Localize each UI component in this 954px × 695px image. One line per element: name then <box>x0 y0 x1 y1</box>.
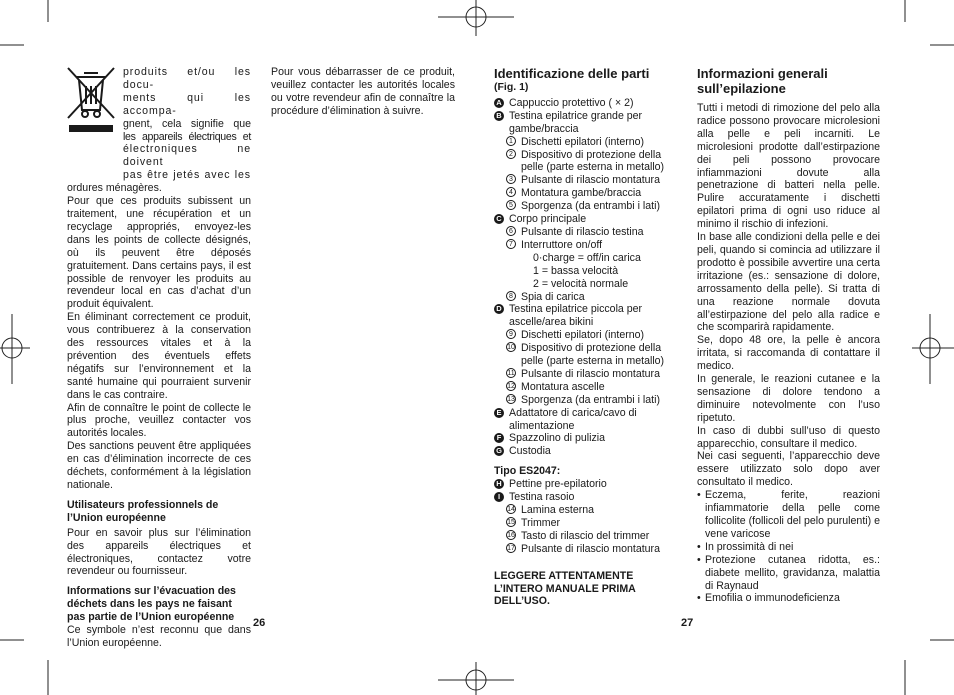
letter-badge-icon: G <box>494 446 504 456</box>
paragraph: Afin de connaître le point de collecte le plus proche, veuillez contacter vos autorités locales. <box>67 401 251 440</box>
list-item-text: Lamina esterna <box>521 504 595 516</box>
circled-number-icon: 8 <box>506 291 516 301</box>
list-item <box>494 291 676 304</box>
list-item-text: Pulsante di rilascio montatura <box>521 542 660 555</box>
right-page-column-2 <box>697 66 880 605</box>
circled-number-icon: 1 <box>506 136 516 146</box>
letter-badge-icon: I <box>494 492 504 502</box>
circled-number-icon: 10 <box>507 344 515 352</box>
bullet-item <box>697 554 880 593</box>
figure-reference: (Fig. 1) <box>494 81 529 93</box>
bullet-item <box>697 541 880 554</box>
list-item-text: Tasto di rilascio del trimmer <box>521 529 650 542</box>
list-item <box>494 381 676 394</box>
circled-number-icon: 7 <box>506 239 516 249</box>
paragraph: Des sanctions peuvent être appliquées en cas d’élimination incorrecte de ces déchets, conformément à la législation nationale. <box>67 440 251 491</box>
list-item <box>494 278 676 291</box>
tipo-parts-list <box>494 478 676 555</box>
paragraph: Pour vous débarrasser de ce produit, veuillez contacter les autorités locales ou votre revendeur afin de connaître la procédure d’élimination à suivre. <box>271 66 455 117</box>
circled-number-icon: 14 <box>507 506 515 513</box>
section-heading: Informations sur l’évacuation des déchets dans les pays ne faisant pas partie de l’Union européenne <box>67 585 236 624</box>
paragraph: In base alle condizioni della pelle e dei peli, quando si comincia ad utilizzare il prodotto è possibile avvertire una certa irritazione (es.: sensazione di dolore, arrossamento della pelle). Si tratta di una reazione normale dovuta all’estirpazione del pelo alla radice e che scomparirà rapidamente. <box>697 231 880 334</box>
paragraph: In caso di dubbi sull’uso di questo apparecchio, consultare il medico. <box>697 424 880 450</box>
paragraph: Pour en savoir plus sur l’élimination des appareils électriques et électroniques, contactez votre revendeur ou fournisseur. <box>67 526 251 578</box>
circled-number-icon: 5 <box>506 200 516 210</box>
parts-list <box>494 97 676 458</box>
paragraph: Tutti i metodi di rimozione del pelo alla radice possono provocare microlesioni alla pelle e peli incarniti. Le microlesioni prodotte dall’estirpazione dei peli possono provocare infiammazioni dovute alla penetrazione di batteri nella pelle. Pulire accuratamente i dischetti epilatori prima di ogni uso riduce al minimo il rischio di infezioni. <box>697 102 880 231</box>
paragraph: Pour que ces produits subissent un traitement, une récupération et un recyclage appropriés, envoyez-les dans les points de collecte désignés, où ils peuvent être déposés gratuitement. Dans certains pays, il est possible de renvoyer les produits au revendeur local en cas d’achat d’un produit équivalent. <box>67 195 251 311</box>
list-item <box>494 478 676 491</box>
circled-number-icon: 12 <box>507 382 515 390</box>
list-item <box>494 265 676 278</box>
tipo-title: Tipo ES2047: <box>494 465 561 478</box>
list-item <box>494 239 676 252</box>
circled-number-icon: 2 <box>506 149 516 159</box>
list-item <box>494 252 676 265</box>
paragraph: Se, dopo 48 ore, la pelle è ancora irritata, si raccomanda di contattare il medico. <box>697 334 880 373</box>
list-item-text: Cappuccio protettivo ( × 2) <box>509 96 634 109</box>
letter-badge-icon: C <box>494 214 504 224</box>
list-item <box>494 226 676 239</box>
list-item-text: Dischetti epilatori (interno) <box>521 135 645 148</box>
circled-number-icon: 15 <box>507 518 515 526</box>
paragraph: En éliminant correctement ce produit, vous contribuerez à la conservation des ressources vitales et à la prévention des éventuels effets négatifs sur l’environnement et la santé humaine qui pourraient survenir dans le cas contraire. <box>67 311 251 401</box>
list-item <box>494 149 676 175</box>
list-item-text: Pulsante di rilascio montatura <box>521 367 660 380</box>
info-paragraphs <box>697 102 880 489</box>
left-page-column-2 <box>271 66 455 118</box>
list-item-text: Interruttore on/off <box>521 238 603 251</box>
page-number-right: 27 <box>681 617 694 629</box>
list-item-text: Dispositivo di protezione della pelle (parte esterna in metallo) <box>521 148 665 174</box>
bullet-text: Protezione cutanea ridotta, es.: diabete mellito, gravidanza, malattia di Raynaud <box>705 553 880 592</box>
list-item-text: Pulsante di rilascio testina <box>521 225 644 238</box>
list-item <box>494 329 676 342</box>
list-item <box>494 368 676 381</box>
list-item <box>494 187 676 200</box>
list-item-text: 2 = velocità normale <box>533 277 629 290</box>
list-item-text: Testina epilatrice piccola per ascelle/area bikini <box>509 303 643 329</box>
letter-badge-icon: F <box>494 433 504 443</box>
list-item <box>494 136 676 149</box>
list-item-text: Sporgenza (da entrambi i lati) <box>521 393 660 406</box>
bullet-icon: • <box>697 489 701 502</box>
list-item-text: Custodia <box>509 445 551 458</box>
letter-badge-icon: H <box>494 479 504 489</box>
bullet-text: Emofilia o immunodeficienza <box>705 592 840 605</box>
circled-number-icon: 9 <box>506 329 516 339</box>
list-item <box>494 445 676 458</box>
list-item <box>494 530 676 543</box>
circled-number-icon: 3 <box>506 174 516 184</box>
list-item <box>494 342 676 368</box>
letter-badge-icon: A <box>494 98 504 108</box>
bullet-item <box>697 592 880 605</box>
circled-number-icon: 6 <box>506 226 516 236</box>
list-item <box>494 174 676 187</box>
circled-number-icon: 4 <box>506 187 516 197</box>
list-item <box>494 407 676 433</box>
bullet-icon: • <box>697 553 701 566</box>
list-item-text: Pulsante di rilascio montatura <box>521 174 660 187</box>
parts-title: Identificazione delle parti <box>494 66 650 81</box>
page-number-left: 26 <box>253 617 266 629</box>
list-item-text: Montatura gambe/braccia <box>521 187 642 200</box>
list-item <box>494 543 676 556</box>
list-item-text: Dischetti epilatori (interno) <box>521 329 645 342</box>
bin-caption: produits et/ou les docu- ments qui les accompa- gnent, cela signifie que les appareils électriques et électroniques ne doivent pas être jetés avec les <box>123 66 251 182</box>
bullet-list <box>697 489 880 605</box>
circled-number-icon: 17 <box>507 544 515 552</box>
list-item-text: Spia di carica <box>521 290 585 303</box>
list-item <box>494 213 676 226</box>
list-item <box>494 110 676 136</box>
section-heading: Utilisateurs professionnels de l’Union européenne <box>67 498 219 524</box>
paragraph: Nei casi seguenti, l’apparecchio deve essere utilizzato solo dopo aver consultato il medico. <box>697 450 880 489</box>
circled-number-icon: 11 <box>507 369 515 377</box>
list-item <box>494 200 676 213</box>
warning-text: LEGGERE ATTENTAMENTE L’INTERO MANUALE PRIMA DELL’USO. <box>494 569 636 608</box>
list-item <box>494 432 676 445</box>
bullet-text: In prossimità di nei <box>705 540 794 553</box>
bullet-icon: • <box>697 540 701 553</box>
paragraph: Ce symbole n’est reconnu que dans l’Union européenne. <box>67 624 251 649</box>
list-item-text: Pettine pre-epilatorio <box>509 478 607 491</box>
paragraph: In generale, le reazioni cutanee e la sensazione di dolore tendono a diminuire notevolmente con l’uso ripetuto. <box>697 373 880 424</box>
letter-badge-icon: B <box>494 111 504 121</box>
letter-badge-icon: D <box>494 304 504 314</box>
list-item-text: Spazzolino di pulizia <box>509 432 605 445</box>
list-item-text: 1 = bassa velocità <box>533 264 619 277</box>
list-item <box>494 97 676 110</box>
circled-number-icon: 13 <box>507 395 515 403</box>
list-item-text: Dispositivo di protezione della pelle (parte esterna in metallo) <box>521 342 665 368</box>
list-item <box>494 504 676 517</box>
paragraph: ordures ménagères. <box>67 182 162 195</box>
list-item-text: Testina epilatrice grande per gambe/braccia <box>509 109 643 135</box>
list-item-text: Montatura ascelle <box>521 380 605 393</box>
list-item-text: Trimmer <box>521 516 561 529</box>
letter-badge-icon: E <box>494 408 504 418</box>
list-item-text: Testina rasoio <box>509 491 575 504</box>
list-item <box>494 303 676 329</box>
list-item-text: Adattatore di carica/cavo di alimentazione <box>509 406 637 432</box>
left-page-column-1 <box>67 66 251 650</box>
bullet-icon: • <box>697 592 701 605</box>
list-item-text: Sporgenza (da entrambi i lati) <box>521 200 660 213</box>
list-item-text: 0·charge = off/in carica <box>533 251 641 264</box>
bullet-text: Eczema, ferite, reazioni infiammatorie della pelle come follicolite (follicoli del pelo purulenti) e vene varicose <box>705 489 880 540</box>
info-title: Informazioni generali sull’epilazione <box>697 66 828 96</box>
circled-number-icon: 16 <box>507 531 515 539</box>
list-item <box>494 491 676 504</box>
list-item <box>494 394 676 407</box>
list-item-text: Corpo principale <box>509 213 587 226</box>
bullet-item <box>697 489 880 541</box>
right-page-column-1 <box>494 66 676 608</box>
list-item <box>494 517 676 530</box>
